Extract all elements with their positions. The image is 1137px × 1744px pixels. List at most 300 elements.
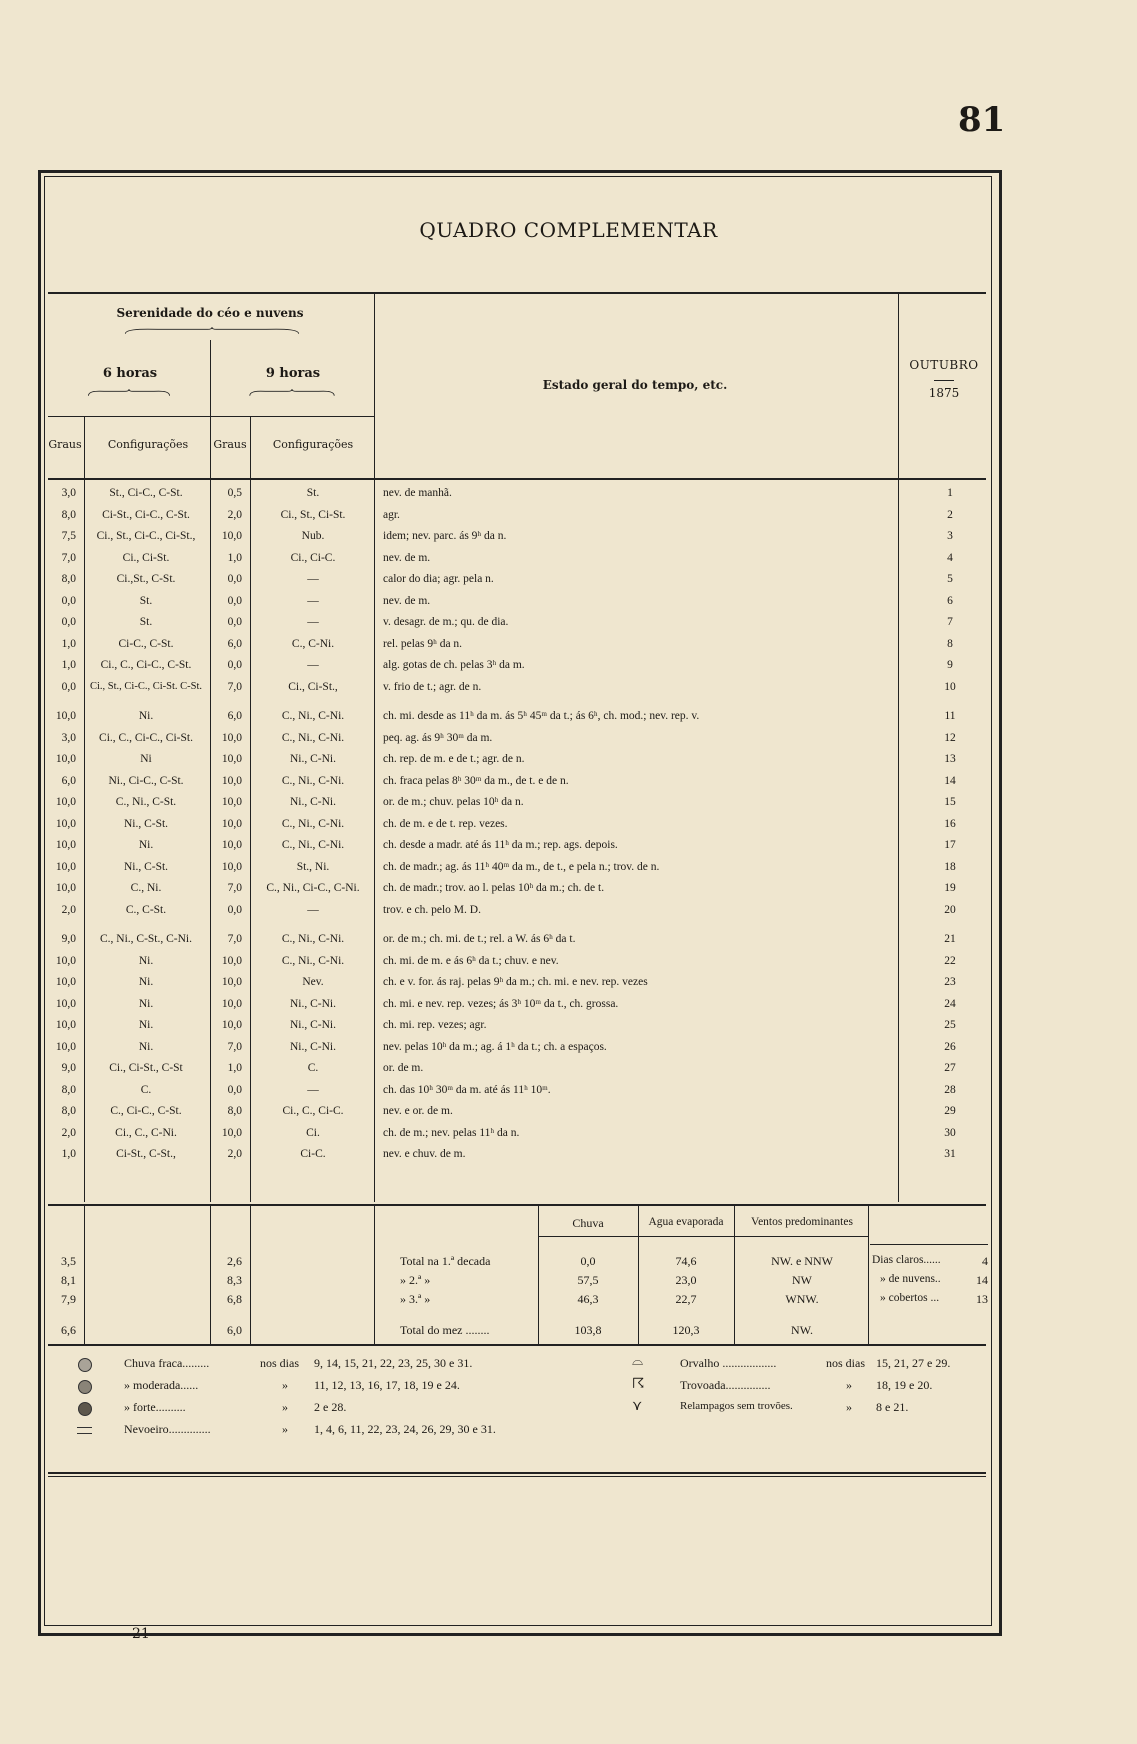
day-cell: 15 bbox=[944, 796, 956, 808]
thunder-icon: ☈ bbox=[632, 1377, 645, 1392]
config-9h-cell: C., Ni., C-Ni. bbox=[281, 710, 345, 722]
graus-9h-cell: 2,0 bbox=[227, 1148, 242, 1160]
graus-9h-cell: 0,0 bbox=[227, 594, 242, 607]
bottom-line-2 bbox=[48, 1476, 986, 1477]
estado-cell: ch. e v. for. ás raj. pelas 9ʰ da m.; ch. mi. e nev. rep. vezes bbox=[383, 976, 648, 988]
config-9h-cell: C. bbox=[307, 1062, 319, 1074]
day-cell: 2 bbox=[947, 508, 953, 521]
config-6h-cell: Ni., Ci-C., C-St. bbox=[108, 774, 184, 787]
estado-cell: nev. e chuv. de m. bbox=[383, 1148, 466, 1160]
estado-cell: nev. pelas 10ʰ da m.; ag. á 1ʰ da t.; ch. a espaços. bbox=[383, 1040, 607, 1053]
estado-cell: ch. mi. de m. e ás 6ʰ da t.; chuv. e nev. bbox=[383, 954, 559, 967]
table-row bbox=[0, 818, 1137, 837]
graus-6h-cell: 7,0 bbox=[61, 551, 76, 564]
graus-9h-cell: 2,0 bbox=[227, 508, 242, 521]
estado-cell: ch. rep. de m. e de t.; agr. de n. bbox=[383, 753, 525, 765]
graus-6h-cell: 10,0 bbox=[55, 997, 76, 1010]
config-9h-cell: Ci., Ci-C. bbox=[290, 551, 336, 564]
estado-cell: nev. de m. bbox=[383, 551, 431, 564]
legend-right-label: Orvalho .................. bbox=[680, 1356, 777, 1370]
footer-number: 21 bbox=[132, 1626, 150, 1642]
table-row bbox=[0, 1019, 1137, 1038]
summary-graus-9h: 6,8 bbox=[227, 1292, 242, 1306]
fog-icon bbox=[77, 1427, 92, 1434]
graus-9h-cell: 7,0 bbox=[227, 933, 242, 945]
estado-cell: alg. gotas de ch. pelas 3ʰ da m. bbox=[383, 659, 525, 671]
graus-6h-cell: 10,0 bbox=[55, 860, 76, 873]
config-9h-cell: Nub. bbox=[301, 530, 325, 542]
header-config-9: Configurações bbox=[272, 438, 354, 451]
day-cell: 5 bbox=[947, 573, 953, 585]
legend-days: 2 e 28. bbox=[314, 1400, 347, 1414]
table-row bbox=[0, 710, 1137, 729]
summary-graus-6h: 8,1 bbox=[61, 1273, 76, 1287]
col-divider bbox=[210, 1206, 211, 1344]
legend-right-days: 15, 21, 27 e 29. bbox=[876, 1356, 951, 1370]
summary-subheader-line bbox=[538, 1236, 868, 1237]
estado-cell: ch. mi. e nev. rep. vezes; ás 3ʰ 10ᵐ da t., ch. grossa. bbox=[383, 997, 619, 1010]
brace-9-horas bbox=[214, 388, 370, 398]
day-cell: 21 bbox=[944, 933, 956, 945]
summary-graus-6h: 7,9 bbox=[61, 1292, 76, 1306]
graus-9h-cell: 10,0 bbox=[221, 731, 242, 744]
config-9h-cell: Ci-C. bbox=[300, 1148, 326, 1160]
summary-label: » 3.ª » bbox=[400, 1292, 431, 1306]
config-9h-cell: — bbox=[307, 594, 319, 607]
rain-moderate-icon bbox=[78, 1380, 92, 1394]
graus-6h-cell: 3,0 bbox=[61, 487, 76, 499]
table-row bbox=[0, 573, 1137, 592]
config-9h-cell: — bbox=[307, 659, 319, 671]
header-month: OUTUBRO bbox=[909, 358, 979, 372]
col-divider bbox=[374, 1206, 375, 1344]
graus-9h-cell: 1,0 bbox=[227, 551, 242, 564]
graus-9h-cell: 10,0 bbox=[221, 753, 242, 765]
day-cell: 4 bbox=[947, 551, 953, 564]
estado-cell: ch. de madr.; trov. ao l. pelas 10ʰ da m.; ch. de t. bbox=[383, 882, 605, 894]
summary-ventos: WNW. bbox=[785, 1292, 819, 1306]
config-9h-cell: Ni., C-Ni. bbox=[290, 753, 336, 765]
table-row bbox=[0, 509, 1137, 528]
graus-9h-cell: 0,5 bbox=[227, 487, 242, 499]
estado-cell: ch. mi. rep. vezes; agr. bbox=[383, 1019, 487, 1031]
day-cell: 16 bbox=[944, 817, 956, 830]
day-cell: 11 bbox=[944, 710, 956, 722]
day-cell: 17 bbox=[944, 839, 956, 851]
legend-days: 1, 4, 6, 11, 22, 23, 24, 26, 29, 30 e 31. bbox=[314, 1422, 496, 1436]
graus-6h-cell: 7,5 bbox=[61, 530, 76, 542]
summary-agua: 120,3 bbox=[672, 1323, 700, 1337]
table-row bbox=[0, 1127, 1137, 1146]
estado-cell: or. de m. bbox=[383, 1062, 424, 1074]
day-cell: 18 bbox=[944, 860, 956, 873]
summary-header-agua: Agua evaporada bbox=[648, 1216, 724, 1228]
table-row bbox=[0, 595, 1137, 614]
day-cell: 28 bbox=[944, 1083, 956, 1096]
config-9h-cell: C., Ni., C-Ni. bbox=[281, 839, 345, 851]
days-stats-top-line bbox=[870, 1244, 988, 1245]
config-6h-cell: Ci.,St., C-St. bbox=[116, 573, 176, 585]
graus-6h-cell: 1,0 bbox=[61, 637, 76, 650]
config-6h-cell: C., Ni., C-St., C-Ni. bbox=[99, 933, 192, 945]
config-6h-cell: C., Ni., C-St. bbox=[115, 796, 177, 808]
graus-9h-cell: 10,0 bbox=[221, 860, 242, 873]
days-stat-value: 14 bbox=[976, 1273, 988, 1287]
day-cell: 8 bbox=[947, 637, 953, 650]
table-row bbox=[0, 998, 1137, 1017]
config-6h-cell: C., Ci-C., C-St. bbox=[110, 1105, 182, 1117]
config-6h-cell: Ci-St., C-St., bbox=[116, 1148, 176, 1160]
config-6h-cell: Ni. bbox=[138, 1019, 154, 1031]
config-9h-cell: Ni., C-Ni. bbox=[290, 997, 336, 1010]
table-row bbox=[0, 955, 1137, 974]
header-6-horas: 6 horas bbox=[102, 366, 158, 381]
graus-6h-cell: 1,0 bbox=[61, 659, 76, 671]
summary-chuva: 0,0 bbox=[580, 1254, 596, 1268]
graus-9h-cell: 7,0 bbox=[227, 680, 242, 693]
lightning-icon: ⋎ bbox=[632, 1399, 643, 1414]
graus-6h-cell: 10,0 bbox=[55, 954, 76, 967]
table-row bbox=[0, 681, 1137, 700]
table-row bbox=[0, 1041, 1137, 1060]
legend-label: » forte.......... bbox=[124, 1400, 186, 1414]
config-9h-cell: C., Ni., C-Ni. bbox=[281, 817, 345, 830]
graus-6h-cell: 10,0 bbox=[55, 796, 76, 808]
day-cell: 19 bbox=[944, 882, 956, 894]
legend-conj: nos dias bbox=[260, 1356, 299, 1370]
graus-6h-cell: 8,0 bbox=[61, 508, 76, 521]
graus-9h-cell: 10,0 bbox=[221, 839, 242, 851]
day-cell: 25 bbox=[944, 1019, 956, 1031]
graus-9h-cell: 10,0 bbox=[221, 1019, 242, 1031]
graus-9h-cell: 6,0 bbox=[227, 710, 242, 722]
config-9h-cell: St., Ni. bbox=[296, 860, 330, 873]
graus-6h-cell: 10,0 bbox=[55, 976, 76, 988]
summary-agua: 23,0 bbox=[675, 1273, 697, 1287]
day-cell: 6 bbox=[947, 594, 953, 607]
summary-graus-9h: 6,0 bbox=[227, 1323, 242, 1337]
day-cell: 7 bbox=[947, 616, 953, 628]
graus-6h-cell: 8,0 bbox=[61, 573, 76, 585]
legend-right-conj: » bbox=[846, 1378, 852, 1392]
days-stat-value: 13 bbox=[976, 1292, 988, 1306]
graus-6h-cell: 9,0 bbox=[61, 1062, 76, 1074]
summary-top-line bbox=[48, 1204, 986, 1206]
config-6h-cell: Ni. bbox=[138, 839, 154, 851]
day-cell: 3 bbox=[947, 530, 953, 542]
graus-6h-cell: 0,0 bbox=[61, 616, 76, 628]
config-6h-cell: Ni. bbox=[138, 710, 154, 722]
days-stat-label: » de nuvens.. bbox=[880, 1273, 941, 1285]
legend-days: 9, 14, 15, 21, 22, 23, 25, 30 e 31. bbox=[314, 1356, 473, 1370]
config-9h-cell: Ci., St., Ci-St. bbox=[280, 508, 346, 521]
config-6h-cell: St. bbox=[139, 594, 153, 607]
table-row bbox=[0, 732, 1137, 751]
summary-graus-9h: 2,6 bbox=[227, 1254, 242, 1268]
estado-cell: nev. de m. bbox=[383, 594, 431, 607]
graus-6h-cell: 1,0 bbox=[61, 1148, 76, 1160]
config-6h-cell: Ci-C., C-St. bbox=[118, 637, 174, 650]
summary-chuva: 46,3 bbox=[577, 1292, 599, 1306]
legend-days: 11, 12, 13, 16, 17, 18, 19 e 24. bbox=[314, 1378, 460, 1392]
summary-ventos: NW bbox=[792, 1273, 812, 1287]
graus-6h-cell: 10,0 bbox=[55, 882, 76, 894]
header-9-horas: 9 horas bbox=[265, 366, 321, 381]
table-row bbox=[0, 530, 1137, 549]
legend-right-conj: nos dias bbox=[826, 1356, 865, 1370]
summary-chuva: 103,8 bbox=[574, 1323, 602, 1337]
estado-cell: ch. das 10ʰ 30ᵐ da m. até ás 11ʰ 10ᵐ. bbox=[383, 1083, 551, 1096]
day-cell: 13 bbox=[944, 753, 956, 765]
estado-cell: calor do dia; agr. pela n. bbox=[383, 573, 494, 585]
graus-6h-cell: 10,0 bbox=[55, 1019, 76, 1031]
config-9h-cell: Ci., C., Ci-C. bbox=[282, 1105, 344, 1117]
summary-label: » 2.ª » bbox=[400, 1273, 431, 1287]
table-row bbox=[0, 976, 1137, 995]
config-9h-cell: Ci. bbox=[306, 1126, 320, 1139]
config-9h-cell: Ci., Ci-St., bbox=[288, 680, 338, 693]
config-9h-cell: — bbox=[307, 903, 319, 916]
estado-cell: ch. fraca pelas 8ʰ 30ᵐ da m., de t. e de n. bbox=[383, 774, 569, 787]
config-9h-cell: Ni., C-Ni. bbox=[290, 1040, 336, 1053]
estado-cell: nev. de manhã. bbox=[383, 487, 452, 499]
col-divider bbox=[250, 1206, 251, 1344]
graus-6h-cell: 0,0 bbox=[61, 680, 76, 693]
summary-header-chuva: Chuva bbox=[572, 1216, 604, 1230]
config-9h-cell: — bbox=[307, 1083, 319, 1096]
summary-header-ventos: Ventos predominantes bbox=[751, 1216, 853, 1228]
graus-6h-cell: 3,0 bbox=[61, 731, 76, 744]
graus-6h-cell: 10,0 bbox=[55, 1040, 76, 1053]
graus-9h-cell: 10,0 bbox=[221, 796, 242, 808]
table-row bbox=[0, 933, 1137, 952]
header-subline bbox=[48, 416, 374, 417]
config-6h-cell: Ci., C., Ci-C., Ci-St. bbox=[99, 731, 193, 744]
graus-9h-cell: 10,0 bbox=[221, 997, 242, 1010]
days-stat-value: 4 bbox=[982, 1254, 988, 1268]
legend-right-conj: » bbox=[846, 1400, 852, 1414]
day-cell: 22 bbox=[944, 954, 956, 967]
config-6h-cell: Ci., St., Ci-C., Ci-St. C-St. bbox=[89, 680, 203, 692]
config-6h-cell: Ni bbox=[140, 753, 152, 765]
brace-6-horas bbox=[54, 388, 204, 398]
config-9h-cell: C., Ni., C-Ni. bbox=[281, 933, 345, 945]
config-9h-cell: St. bbox=[306, 487, 320, 499]
graus-9h-cell: 10,0 bbox=[221, 954, 242, 967]
graus-6h-cell: 8,0 bbox=[61, 1105, 76, 1117]
graus-9h-cell: 0,0 bbox=[227, 1083, 242, 1096]
config-9h-cell: Ni., C-Ni. bbox=[290, 796, 336, 808]
legend-conj: » bbox=[282, 1422, 288, 1436]
legend-conj: » bbox=[282, 1400, 288, 1414]
config-6h-cell: Ci-St., Ci-C., C-St. bbox=[102, 508, 190, 521]
table-row bbox=[0, 552, 1137, 571]
legend-conj: » bbox=[282, 1378, 288, 1392]
table-row bbox=[0, 796, 1137, 815]
summary-chuva: 57,5 bbox=[577, 1273, 599, 1287]
legend-right-days: 8 e 21. bbox=[876, 1400, 909, 1414]
config-6h-cell: Ni., C-St. bbox=[123, 860, 169, 873]
config-6h-cell: C., Ni. bbox=[130, 882, 162, 894]
table-row bbox=[0, 638, 1137, 657]
table-row bbox=[0, 487, 1137, 506]
config-6h-cell: Ci., Ci-St. bbox=[122, 551, 170, 564]
config-6h-cell: St., Ci-C., C-St. bbox=[109, 487, 183, 499]
config-9h-cell: C., Ni., Ci-C., C-Ni. bbox=[266, 882, 360, 894]
col-divider bbox=[734, 1206, 735, 1344]
estado-cell: rel. pelas 9ʰ da n. bbox=[383, 637, 463, 650]
table-row bbox=[0, 882, 1137, 901]
config-9h-cell: C., C-Ni. bbox=[291, 637, 335, 650]
table-row bbox=[0, 659, 1137, 678]
estado-cell: ch. desde a madr. até ás 11ʰ da m.; rep. ags. depois. bbox=[383, 839, 618, 851]
graus-6h-cell: 6,0 bbox=[61, 774, 76, 787]
estado-cell: agr. bbox=[383, 508, 400, 521]
day-cell: 10 bbox=[944, 680, 956, 693]
config-6h-cell: Ni. bbox=[138, 1040, 154, 1053]
graus-9h-cell: 10,0 bbox=[221, 1126, 242, 1139]
day-cell: 23 bbox=[944, 976, 956, 988]
header-config-6: Configurações bbox=[107, 438, 189, 451]
legend-label: » moderada...... bbox=[124, 1378, 199, 1392]
day-cell: 30 bbox=[944, 1126, 956, 1139]
graus-9h-cell: 1,0 bbox=[227, 1062, 242, 1074]
rain-heavy-icon bbox=[78, 1402, 92, 1416]
days-stat-label: Dias claros...... bbox=[872, 1254, 941, 1266]
estado-cell: trov. e ch. pelo M. D. bbox=[383, 903, 481, 916]
header-serenidade: Serenidade do céo e nuvens bbox=[116, 306, 304, 320]
config-9h-cell: Nev. bbox=[302, 976, 324, 988]
summary-agua: 22,7 bbox=[675, 1292, 697, 1306]
rain-light-icon bbox=[78, 1358, 92, 1372]
graus-9h-cell: 10,0 bbox=[221, 774, 242, 787]
summary-label: Total do mez ........ bbox=[400, 1323, 490, 1337]
graus-6h-cell: 10,0 bbox=[55, 710, 76, 722]
estado-cell: ch. mi. desde as 11ʰ da m. ás 5ʰ 45ᵐ da t.; ás 6ʰ, ch. mod.; nev. rep. v. bbox=[383, 710, 700, 722]
graus-6h-cell: 2,0 bbox=[61, 903, 76, 916]
config-6h-cell: C., C-St. bbox=[125, 903, 167, 916]
config-6h-cell: Ni. bbox=[138, 997, 154, 1010]
legend-label: Nevoeiro.............. bbox=[124, 1422, 211, 1436]
col-divider bbox=[84, 1206, 85, 1344]
day-cell: 24 bbox=[944, 997, 956, 1010]
estado-cell: v. desagr. de m.; qu. de dia. bbox=[383, 616, 509, 628]
day-cell: 20 bbox=[944, 903, 956, 916]
table-row bbox=[0, 839, 1137, 858]
estado-cell: or. de m.; ch. mi. de t.; rel. a W. ás 6ʰ da t. bbox=[383, 933, 576, 945]
table-row bbox=[0, 1105, 1137, 1124]
estado-cell: peq. ag. ás 9ʰ 30ᵐ da m. bbox=[383, 731, 493, 744]
brace-serenidade bbox=[54, 326, 370, 336]
day-cell: 14 bbox=[944, 774, 956, 787]
config-9h-cell: C., Ni., C-Ni. bbox=[281, 774, 345, 787]
graus-9h-cell: 7,0 bbox=[227, 882, 242, 894]
graus-9h-cell: 10,0 bbox=[221, 976, 242, 988]
graus-6h-cell: 2,0 bbox=[61, 1126, 76, 1139]
table-title: QUADRO COMPLEMENTAR bbox=[419, 218, 718, 242]
config-6h-cell: St. bbox=[139, 616, 153, 628]
summary-graus-6h: 3,5 bbox=[61, 1254, 76, 1268]
graus-9h-cell: 10,0 bbox=[221, 817, 242, 830]
bottom-line-1 bbox=[48, 1472, 986, 1474]
graus-9h-cell: 7,0 bbox=[227, 1040, 242, 1053]
estado-cell: ch. de m. e de t. rep. vezes. bbox=[383, 817, 508, 830]
graus-9h-cell: 0,0 bbox=[227, 616, 242, 628]
summary-graus-9h: 8,3 bbox=[227, 1273, 242, 1287]
table-row bbox=[0, 616, 1137, 635]
config-6h-cell: C. bbox=[140, 1083, 152, 1096]
config-6h-cell: Ni. bbox=[138, 976, 154, 988]
graus-6h-cell: 9,0 bbox=[61, 933, 76, 945]
config-6h-cell: Ci., C., C-Ni. bbox=[115, 1126, 177, 1139]
days-stat-label: » cobertos ... bbox=[880, 1292, 940, 1304]
day-cell: 27 bbox=[944, 1062, 956, 1074]
dew-icon: ⌓ bbox=[632, 1354, 644, 1369]
table-row bbox=[0, 1062, 1137, 1081]
estado-cell: or. de m.; chuv. pelas 10ʰ da n. bbox=[383, 796, 524, 808]
config-9h-cell: Ni., C-Ni. bbox=[290, 1019, 336, 1031]
summary-ventos: NW. bbox=[791, 1323, 813, 1337]
config-6h-cell: Ci., St., Ci-C., Ci-St., bbox=[96, 530, 196, 542]
estado-cell: ch. de madr.; ag. ás 11ʰ 40ᵐ da m., de t., e pela n.; trov. de n. bbox=[383, 860, 660, 873]
estado-cell: ch. de m.; nev. pelas 11ʰ da n. bbox=[383, 1126, 520, 1139]
legend-label: Chuva fraca......... bbox=[124, 1356, 210, 1370]
day-cell: 1 bbox=[947, 487, 953, 499]
col-divider bbox=[868, 1206, 869, 1344]
summary-agua: 74,6 bbox=[675, 1254, 697, 1268]
table-row bbox=[0, 1148, 1137, 1167]
graus-6h-cell: 0,0 bbox=[61, 594, 76, 607]
header-bottom-line bbox=[48, 478, 986, 480]
config-9h-cell: C., Ni., C-Ni. bbox=[281, 731, 345, 744]
graus-6h-cell: 8,0 bbox=[61, 1083, 76, 1096]
table-row bbox=[0, 775, 1137, 794]
config-9h-cell: C., Ni., C-Ni. bbox=[281, 954, 345, 967]
day-cell: 29 bbox=[944, 1105, 956, 1117]
header-estado: Estado geral do tempo, etc. bbox=[542, 378, 728, 392]
header-top-line bbox=[48, 292, 986, 294]
summary-bottom-line bbox=[48, 1344, 986, 1346]
day-cell: 9 bbox=[947, 659, 953, 671]
day-cell: 12 bbox=[944, 731, 956, 744]
month-underline bbox=[934, 380, 954, 381]
legend-right-days: 18, 19 e 20. bbox=[876, 1378, 933, 1392]
config-6h-cell: Ci., C., Ci-C., C-St. bbox=[100, 659, 192, 671]
legend-right-label: Trovoada............... bbox=[680, 1378, 771, 1392]
day-cell: 31 bbox=[944, 1148, 956, 1160]
legend-right-label: Relampagos sem trovões. bbox=[680, 1400, 793, 1412]
graus-9h-cell: 10,0 bbox=[221, 530, 242, 542]
summary-label: Total na 1.ª decada bbox=[400, 1254, 491, 1268]
graus-9h-cell: 0,0 bbox=[227, 573, 242, 585]
graus-9h-cell: 8,0 bbox=[227, 1105, 242, 1117]
config-6h-cell: Ci., Ci-St., C-St bbox=[109, 1062, 183, 1074]
header-year: 1875 bbox=[928, 386, 960, 400]
day-cell: 26 bbox=[944, 1040, 956, 1053]
graus-6h-cell: 10,0 bbox=[55, 817, 76, 830]
graus-9h-cell: 6,0 bbox=[227, 637, 242, 650]
config-9h-cell: — bbox=[307, 616, 319, 628]
header-graus-9: Graus bbox=[213, 438, 247, 451]
config-9h-cell: — bbox=[307, 573, 319, 585]
graus-6h-cell: 10,0 bbox=[55, 839, 76, 851]
config-6h-cell: Ni. bbox=[138, 954, 154, 967]
summary-ventos: NW. e NNW bbox=[771, 1254, 833, 1268]
summary-graus-6h: 6,6 bbox=[61, 1323, 76, 1337]
graus-9h-cell: 0,0 bbox=[227, 659, 242, 671]
estado-cell: idem; nev. parc. ás 9ʰ da n. bbox=[383, 530, 507, 542]
table-row bbox=[0, 753, 1137, 772]
